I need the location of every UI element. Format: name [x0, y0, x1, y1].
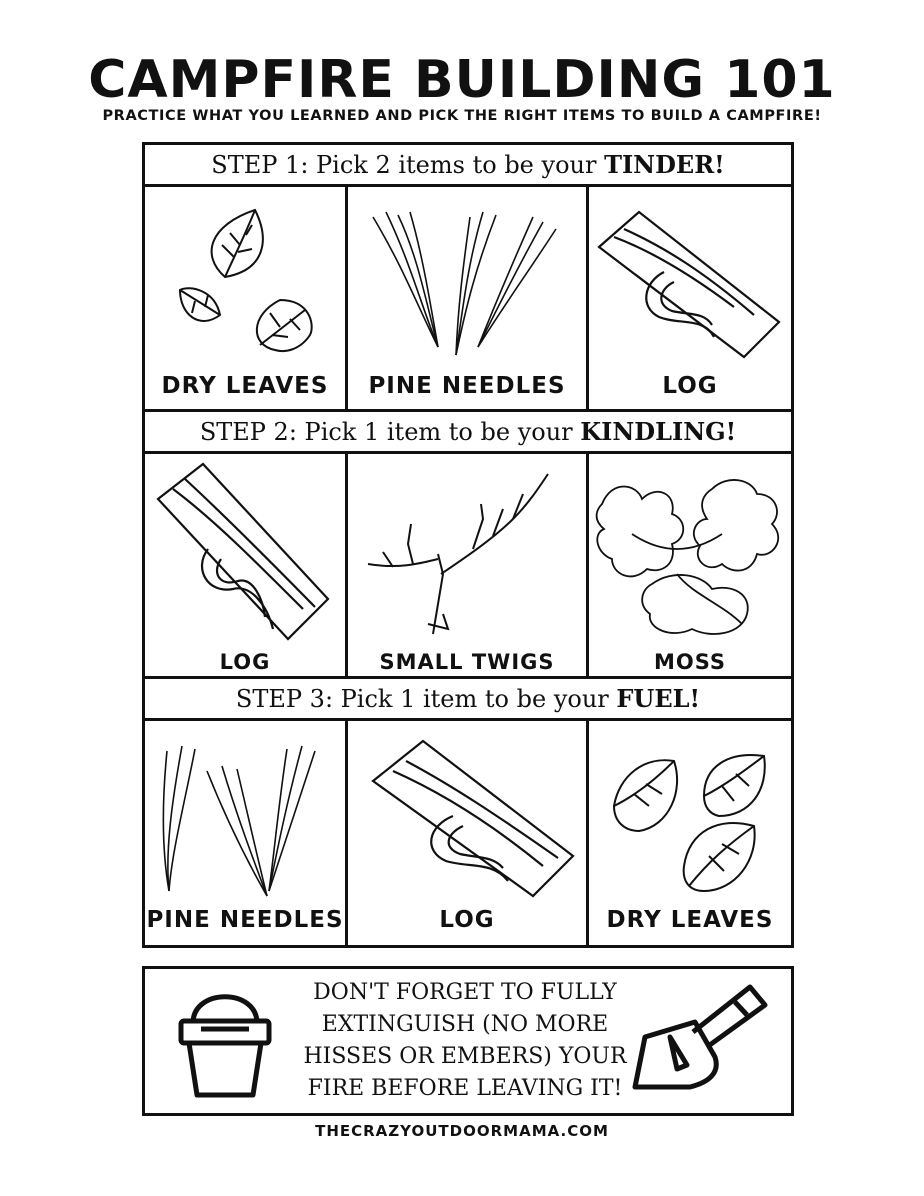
step-2-emphasis: KINDLING!: [580, 417, 737, 446]
step-1-text: STEP 1: Pick 2 items to be your: [211, 151, 605, 179]
log-icon: [153, 459, 338, 644]
item-label: MOSS: [653, 650, 727, 674]
step-3-text: STEP 3: Pick 1 item to be your: [235, 685, 617, 713]
step-3-item-dry-leaves[interactable]: [589, 721, 791, 945]
step-2-header: [145, 412, 791, 454]
item-label: LOG: [219, 650, 271, 674]
step-1-item-log[interactable]: [589, 187, 791, 409]
item-label: LOG: [662, 373, 718, 399]
warning-line: HISSES OR EMBERS) YOUR: [303, 1044, 627, 1069]
warning-line: FIRE BEFORE LEAVING IT!: [307, 1076, 623, 1101]
website-footer: THECRAZYOUTDOORMAMA.COM: [315, 1122, 609, 1140]
shovel-icon: [625, 977, 775, 1107]
step-3-row: [145, 721, 791, 945]
item-label: PINE NEEDLES: [146, 907, 344, 933]
step-1-item-dry-leaves[interactable]: [145, 187, 345, 409]
step-2-text: STEP 2: Pick 1 item to be your: [199, 418, 581, 446]
step-2-item-small-twigs[interactable]: [348, 454, 586, 676]
pine-needles-icon: [157, 741, 337, 901]
worksheet: [142, 142, 794, 948]
page-title: CAMPFIRE BUILDING 101: [88, 50, 836, 110]
step-2-item-moss[interactable]: [589, 454, 791, 676]
dry-leaves-icon: [160, 205, 330, 365]
safety-warning: [142, 966, 794, 1116]
step-2-item-log[interactable]: [145, 454, 345, 676]
page-subtitle: PRACTICE WHAT YOU LEARNED AND PICK THE RIGHT ITEMS TO BUILD A CAMPFIRE!: [102, 108, 822, 124]
step-1-row: [145, 187, 791, 409]
step-3-header: [145, 679, 791, 721]
item-label: PINE NEEDLES: [368, 373, 566, 399]
warning-line: EXTINGUISH (NO MORE: [321, 1012, 609, 1037]
item-label: SMALL TWIGS: [379, 650, 555, 674]
step-3-item-pine-needles[interactable]: [145, 721, 345, 945]
log-icon: [368, 736, 578, 901]
pine-needles-icon: [368, 207, 568, 357]
step-1-header: [145, 145, 791, 187]
log-icon: [594, 197, 784, 362]
item-label: LOG: [439, 907, 495, 933]
warning-text: [295, 977, 635, 1105]
dry-leaves-icon: [604, 746, 779, 901]
step-2-row: [145, 454, 791, 676]
warning-line: DON'T FORGET TO FULLY: [313, 980, 617, 1005]
step-3-item-log[interactable]: [348, 721, 586, 945]
step-1-item-pine-needles[interactable]: [348, 187, 586, 409]
item-label: DRY LEAVES: [161, 373, 329, 399]
item-label: DRY LEAVES: [606, 907, 774, 933]
step-1-emphasis: TINDER!: [604, 150, 725, 179]
step-3-emphasis: FUEL!: [616, 684, 701, 713]
small-twigs-icon: [363, 464, 573, 644]
moss-icon: [592, 474, 787, 644]
bucket-icon: [175, 983, 275, 1103]
